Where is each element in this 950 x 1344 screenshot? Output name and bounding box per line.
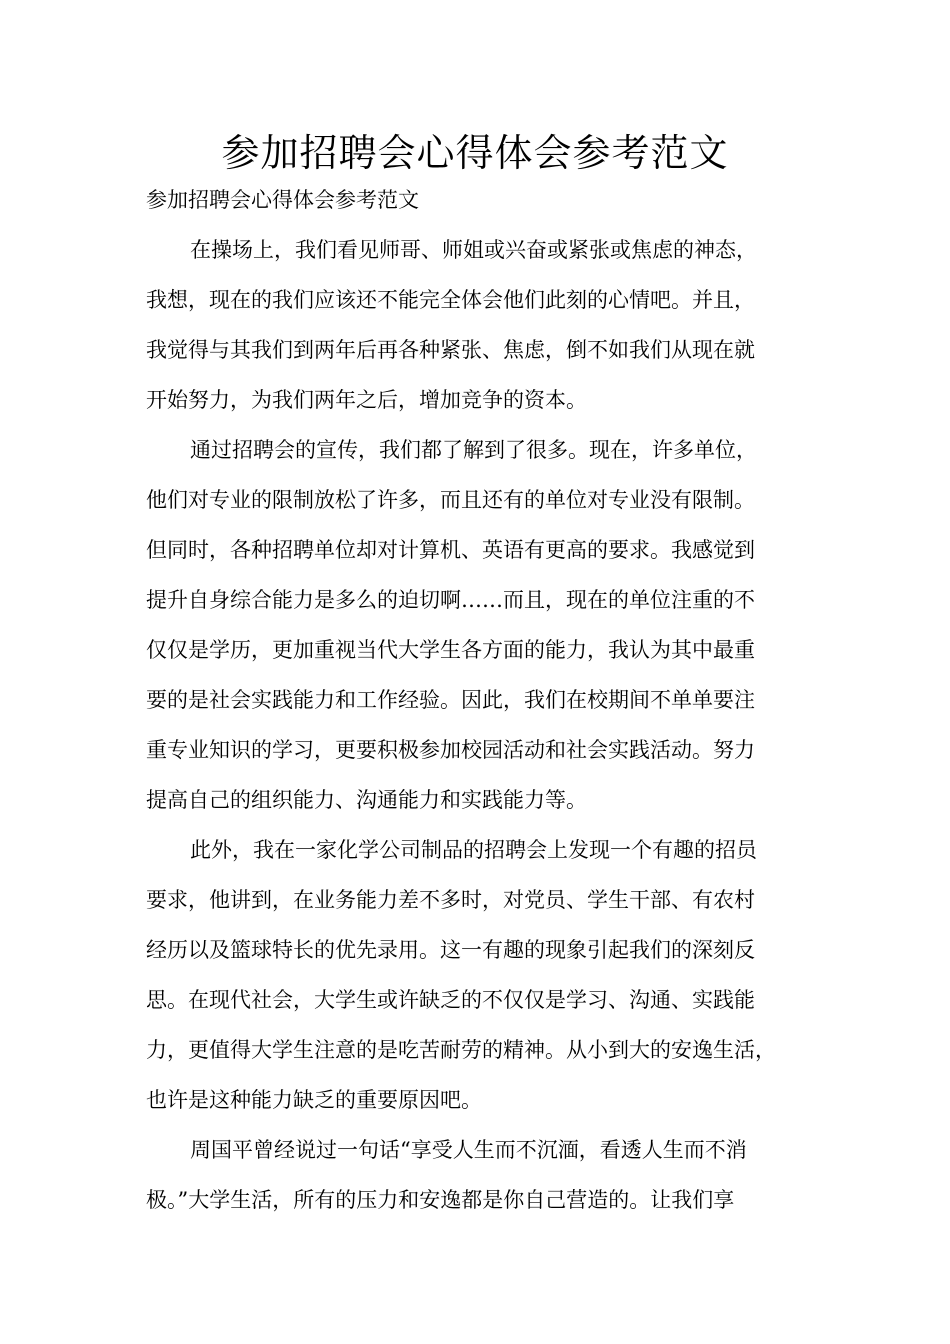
paragraph-line: 提高自己的组织能力、沟通能力和实践能力等。 [146,788,587,812]
paragraph-line: 在操场上，我们看见师哥、师姐或兴奋或紧张或焦虑的神态， [190,238,757,262]
paragraph-line: 经历以及篮球特长的优先录用。这一有趣的现象引起我们的深刻反 [146,938,755,962]
paragraph-line: 要的是社会实践能力和工作经验。因此，我们在校期间不单单要注 [146,688,755,712]
paragraph-line: 通过招聘会的宣传，我们都了解到了很多。现在，许多单位， [190,438,757,462]
paragraph-line: 他们对专业的限制放松了许多，而且还有的单位对专业没有限制。 [146,488,755,512]
paragraph-line: 开始努力，为我们两年之后，增加竞争的资本。 [146,388,587,412]
paragraph-line: 极。”大学生活，所有的压力和安逸都是你自己营造的。让我们享 [146,1188,735,1212]
paragraph-line: 但同时，各种招聘单位却对计算机、英语有更高的要求。我感觉到 [146,538,755,562]
paragraph-line: 要求，他讲到，在业务能力差不多时，对党员、学生干部、有农村 [146,888,755,912]
paragraph-line: 我想，现在的我们应该还不能完全体会他们此刻的心情吧。并且， [146,288,755,312]
paragraph-line: 重专业知识的学习，更要积极参加校园活动和社会实践活动。努力 [146,738,755,762]
paragraph-line: 我觉得与其我们到两年后再各种紧张、焦虑，倒不如我们从现在就 [146,338,755,362]
document-subtitle: 参加招聘会心得体会参考范文 [146,188,419,212]
paragraph-line: 仅仅是学历，更加重视当代大学生各方面的能力，我认为其中最重 [146,638,755,662]
paragraph-line: 也许是这种能力缺乏的重要原因吧。 [146,1088,482,1112]
document-title: 参加招聘会心得体会参考范文 [221,131,729,175]
paragraph-line: 思。在现代社会，大学生或许缺乏的不仅仅是学习、沟通、实践能 [146,988,755,1012]
paragraph-line: 周国平曾经说过一句话“享受人生而不沉湎，看透人生而不消 [190,1138,747,1162]
paragraph-line: 此外，我在一家化学公司制品的招聘会上发现一个有趣的招员 [190,838,757,862]
paragraph-line: 力，更值得大学生注意的是吃苦耐劳的精神。从小到大的安逸生活， [146,1038,776,1062]
paragraph-line: 提升自身综合能力是多么的迫切啊……而且，现在的单位注重的不 [146,588,755,612]
